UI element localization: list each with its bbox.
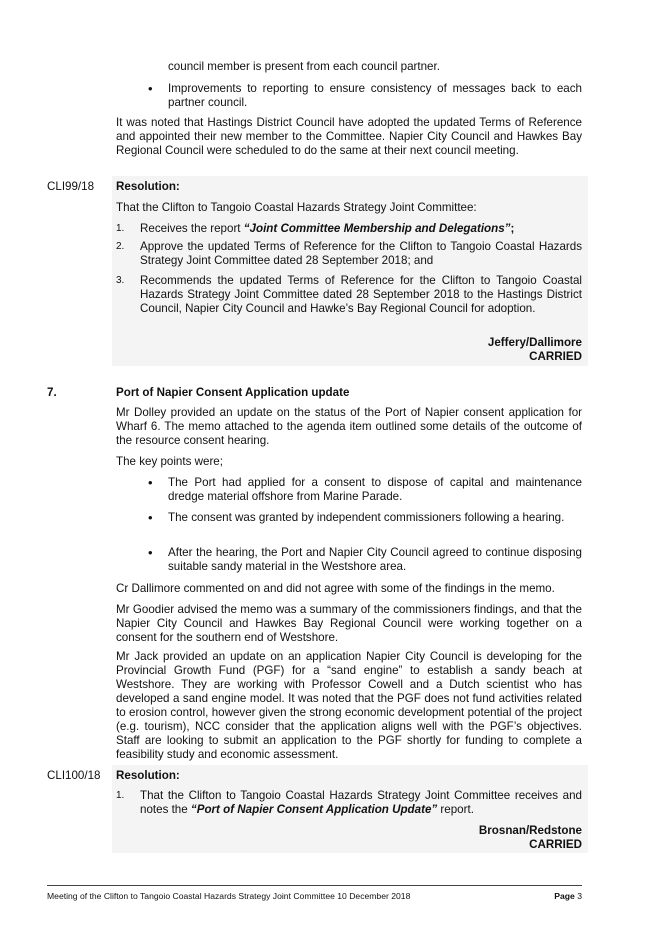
carried-status: CARRIED	[529, 838, 582, 851]
bullet-icon: •	[148, 510, 153, 525]
page-number: Page 3	[554, 891, 582, 901]
footer-text: Meeting of the Clifton to Tangoio Coastal Hazards Strategy Joint Committee 10 December 2018	[47, 891, 411, 901]
item-title: Port of Napier Consent Application update	[116, 386, 350, 399]
key-points-label: The key points were;	[116, 455, 223, 468]
paragraph-hastings: It was noted that Hastings District Council have adopted the updated Terms of Reference and appointed their new member to the Committee. Napier City Council and Hawkes Bay Regional Council were scheduled to do the same at their next council meeting.	[116, 116, 582, 157]
bullet-icon: •	[148, 475, 153, 490]
report-title: “Port of Napier Consent Application Update”	[190, 803, 438, 816]
movers: Brosnan/Redstone	[478, 824, 582, 837]
bullet-item: • Improvements to reporting to ensure consistency of messages back to each partner council.	[148, 81, 582, 109]
page-footer	[47, 889, 582, 903]
bullet-item: • After the hearing, the Port and Napier City Council agreed to continue disposing suitable sandy material in the Westshore area.	[148, 545, 582, 573]
item-number: 1.	[116, 223, 125, 234]
resolution-number: CLI99/18	[47, 180, 95, 193]
bullet-icon: •	[148, 545, 153, 560]
resolution-item: 1. Receives the report “Joint Committee Membership and Delegations”;	[116, 222, 515, 235]
resolution-item: 1. That the Clifton to Tangoio Coastal Hazards Strategy Joint Committee receives and notes the “Port of Napier Consent Application Update” report.	[116, 789, 582, 816]
resolution-heading: Resolution:	[116, 180, 180, 193]
continued-text: council member is present from each council partner.	[168, 60, 440, 73]
resolution-number: CLI100/18	[47, 769, 101, 782]
paragraph-goodier: Mr Goodier advised the memo was a summary of the commissioners findings, and that the Napier City Council and Hawkes Bay Regional Council were working together on a consent for the southern end of Westshore.	[116, 603, 582, 644]
footer-divider	[47, 885, 582, 886]
bullet-icon: •	[148, 81, 153, 96]
item-number: 7.	[47, 386, 57, 399]
bullet-list-improvements	[148, 82, 582, 110]
report-title: “Joint Committee Membership and Delegations”	[243, 222, 511, 235]
item-number: 2.	[116, 241, 125, 252]
paragraph-dolley: Mr Dolley provided an update on the status of the Port of Napier consent application for Wharf 6. The memo attached to the agenda item outlined some details of the outcome of the resource consent hearing.	[116, 406, 582, 447]
resolution-intro: That the Clifton to Tangoio Coastal Hazards Strategy Joint Committee:	[116, 201, 477, 214]
paragraph-jack: Mr Jack provided an update on an application Napier City Council is developing for the Provincial Growth Fund (PGF) for a “sand engine” to establish a sandy beach at Westshore. They are working with Professor Cowell and a Dutch scientist who has developed a sand engine model. It was noted that the PGF does not fund activities related to erosion control, however given the strong economic development potential of the project (e.g. tourism), NCC consider that the application aligns well with the PGF’s objectives. Staff are looking to submit an application to the PGF shortly for funding to complete a feasibility study and economic assessment.	[116, 650, 582, 761]
bullet-item: • The Port had applied for a consent to dispose of capital and maintenance dredge material offshore from Marine Parade.	[148, 475, 582, 503]
movers: Jeffery/Dallimore	[487, 336, 582, 349]
item-number: 1.	[116, 790, 125, 801]
paragraph-dallimore: Cr Dallimore commented on and did not agree with some of the findings in the memo.	[116, 582, 555, 595]
bullet-item: • The consent was granted by independent commissioners following a hearing.	[148, 510, 565, 525]
resolution-heading: Resolution:	[116, 769, 180, 782]
item-number: 3.	[116, 275, 125, 286]
carried-status: CARRIED	[529, 350, 582, 363]
resolution-item: 2. Approve the updated Terms of Reference for the Clifton to Tangoio Coastal Hazards Strategy Joint Committee dated 28 September 2018; and	[116, 240, 582, 267]
resolution-item: 3. Recommends the updated Terms of Reference for the Clifton to Tangoio Coastal Hazards Strategy Joint Committee dated 28 September 2018 to the Hastings District Council, Napier City Council and Hawke’s Bay Regional Council for adoption.	[116, 274, 582, 315]
